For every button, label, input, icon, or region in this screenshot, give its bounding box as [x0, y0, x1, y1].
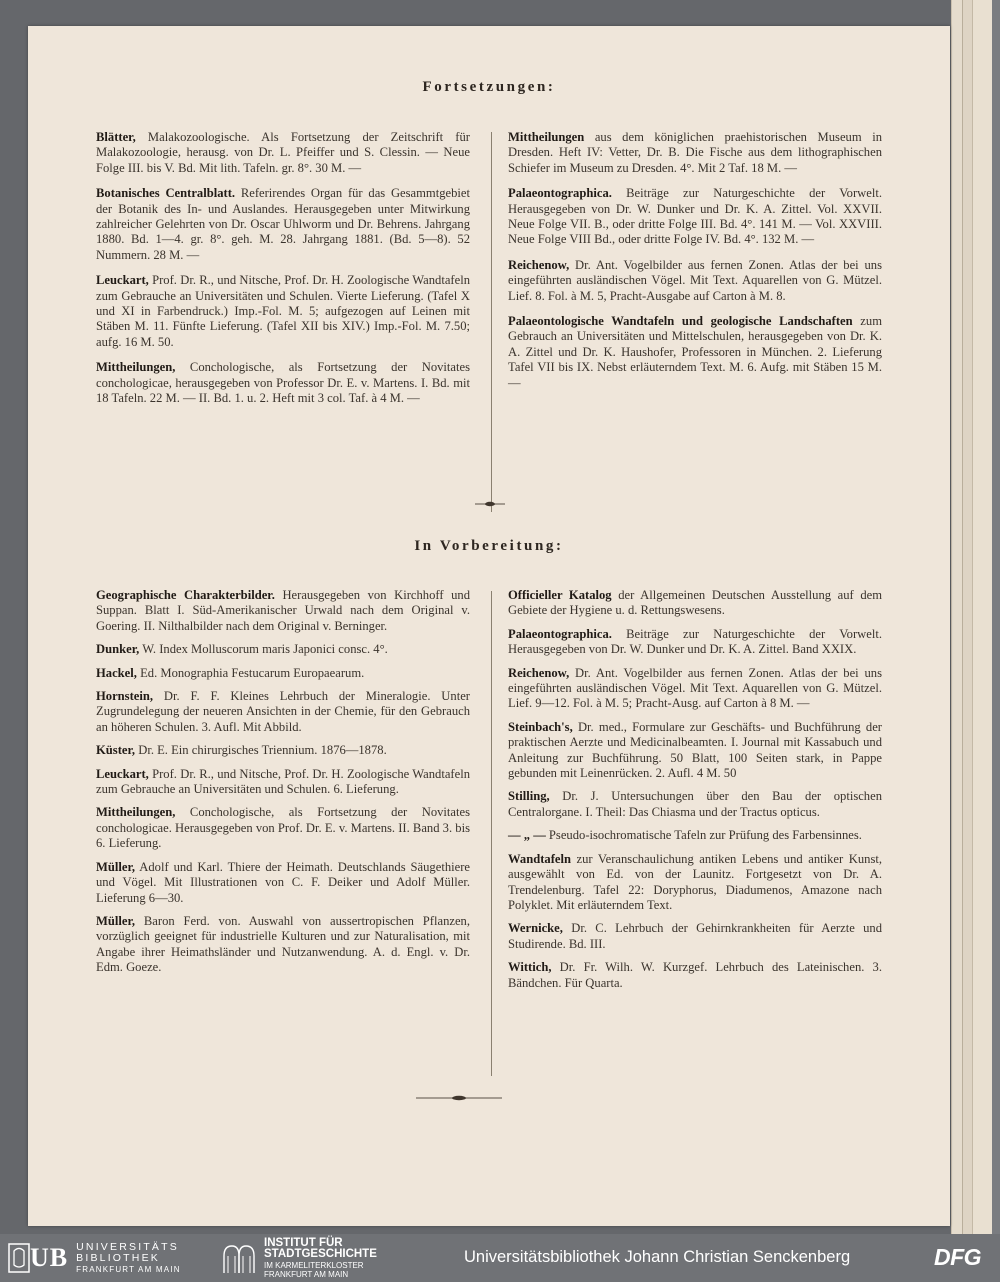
entry-text: Referirendes Organ für das Gesammtgebiet der Botanik des In- und Auslandes. Herausgegeben unter Mitwirkung zahlreicher Gelehrten von Dr. Oscar Uhlworm und Dr. Behrens. Jahrgang 1880. Bd. 1—4. gr. 8°. geh. M. 28. Jahrgang 1881. (Bd. 5—8). 52 Nummern. 28 M. — — [96, 186, 470, 262]
entry-text: Dr. Ant. Vogelbilder aus fernen Zonen. Atlas der bei uns eingeführten ausländischen Vögel. Mit Text. Aquarellen von G. Mützel. Lief. 8. Fol. à M. 5, Pracht-Ausgabe auf Carton à M. 8. — [508, 257, 882, 303]
column-rule — [491, 132, 492, 512]
fortsetzungen-right-column — [508, 130, 882, 391]
entry-heading: Müller, — [96, 913, 136, 928]
isg-line4: FRANKFURT AM MAIN — [264, 1269, 349, 1279]
entry-heading: Dunker, — [96, 642, 140, 657]
catalog-entry — [96, 666, 470, 681]
isg-line2: STADTGESCHICHTE — [264, 1248, 377, 1260]
entry-heading: Wandtafeln — [508, 851, 571, 866]
entry-text: Pseudo-isochromatische Tafeln zur Prüfung des Farbensinnes. — [545, 828, 862, 843]
catalog-entry — [508, 588, 882, 619]
ub-line1: UNIVERSITÄTS — [76, 1240, 179, 1253]
catalog-entry — [96, 860, 470, 906]
entry-heading: Mittheilungen — [508, 130, 585, 144]
entry-heading: Küster, — [96, 743, 136, 758]
entry-text: der Allgemeinen Deutschen Ausstellung auf dem Gebiete der Hygiene u. d. Rettungswesens. — [508, 588, 883, 618]
entry-text: Dr. med., Formulare zur Geschäfts- und Buchführung der praktischen Aerzte und Medicinalbeamten. I. Journal mit Kassabuch und Anleitung zur Buchführung. 50 Blatt, 100 Seiten stark, in Pappe gebunden mit Leinenrücken. 2. Aufl. 4 M. 50 — [508, 719, 882, 781]
entry-text: Dr. C. Lehrbuch der Gehirnkrankheiten für Aerzte und Studirende. Bd. III. — [508, 921, 882, 951]
fortsetzungen-left-column — [96, 130, 470, 407]
vorbereitung-left-column — [96, 588, 470, 976]
catalog-entry — [96, 273, 470, 350]
ub-name — [76, 1242, 181, 1275]
entry-heading: Reichenow, — [508, 257, 570, 272]
entry-heading: Geographische Charakterbilder. — [96, 588, 275, 602]
entry-heading: Palaeontographica. — [508, 186, 612, 201]
catalog-entry — [96, 360, 470, 406]
catalog-entry — [96, 588, 470, 634]
entry-text: Dr. Ant. Vogelbilder aus fernen Zonen. Atlas der bei uns eingeführten ausländischen Vögel. Mit Text. Aquarellen von G. Mützel. Lief. 9—12. Fol. à M. 5; Pracht-Ausg. auf Carton à 8 M. — — [508, 665, 882, 711]
entry-heading: Botanisches Centralblatt. — [96, 186, 236, 201]
entry-text: Malakozoologische. Als Fortsetzung der Zeitschrift für Malakozoologie, herausg. von Dr. L. Pfeiffer und S. Clessin. — Neue Folge III. bis V. Bd. Mit lith. Tafeln. gr. 8°. 30 M. — — [96, 130, 470, 175]
entry-heading: Mittheilungen, — [96, 805, 176, 820]
entry-text: Prof. Dr. R., und Nitsche, Prof. Dr. H. Zoologische Wandtafeln zum Gebrauche an Universitäten und Schulen. 6. Lieferung. — [96, 766, 470, 797]
library-name: Universitätsbibliothek Johann Christian Senckenberg — [464, 1248, 851, 1266]
entry-heading: Hackel, — [96, 665, 137, 680]
catalog-entry — [96, 130, 470, 176]
entry-heading: Wernicke, — [508, 921, 563, 936]
entry-text: Dr. F. F. Kleines Lehrbuch der Mineralogie. Unter Zugrundelegung der neueren Ansichten in der Chemie, für den Gebrauch an höheren Schulen. 3. Aufl. Mit Abbild. — [96, 689, 470, 734]
entry-text: Dr. J. Untersuchungen über den Bau der optischen Centralorgane. I. Theil: Das Chiasma und der Tractus opticus. — [508, 789, 882, 819]
catalog-entry — [508, 666, 882, 712]
ub-emblem-icon — [8, 1243, 30, 1273]
page-edge — [972, 0, 993, 1234]
catalog-entry — [96, 689, 470, 735]
entry-heading: Officieller Katalog — [508, 588, 612, 602]
scan-border — [992, 0, 1000, 1234]
ub-mark: UB — [30, 1243, 69, 1272]
isg-line3: IM KARMELITERKLOSTER — [264, 1260, 364, 1270]
entry-text: Conchologische, als Fortsetzung der Novitates conchologicae, herausgegeben von Professor Dr. E. v. Martens. I. Bd. mit 18 Tafeln. 22 M. — II. Bd. 1. u. 2. Heft mit 3 col. Taf. à 4 M. — — [96, 360, 470, 406]
footer-bar — [0, 1234, 1000, 1282]
section-title-vorbereitung: In Vorbereitung: — [414, 538, 564, 554]
catalog-entry — [96, 914, 470, 976]
catalog-entry — [96, 805, 470, 851]
entry-text: Adolf und Karl. Thiere der Heimath. Deutschlands Säugethiere und Vögel. Mit Illustrationen von C. F. Deiker und Adolf Müller. Lieferung 6—30. — [96, 859, 470, 905]
entry-heading: Wittich, — [508, 960, 552, 975]
entry-heading: — „ — — [508, 828, 546, 843]
ub-line2: BIBLIOTHEK — [76, 1251, 160, 1264]
entry-heading: Stilling, — [508, 789, 550, 804]
document-page — [28, 26, 950, 1226]
entry-text: aus dem königlichen praehistorischen Museum in Dresden. Heft IV: Vetter, Dr. B. Die Fische aus dem lithographischen Schiefer im Museum zu Dresden. 4°. Mit 2 Taf. 18 M. — — [508, 130, 882, 175]
catalog-entry — [508, 314, 882, 391]
vorbereitung-right-column — [508, 588, 882, 991]
isg-line1: INSTITUT FÜR — [264, 1236, 343, 1249]
catalog-entry — [508, 789, 882, 820]
isg-arches-icon — [222, 1242, 256, 1274]
entry-heading: Müller, — [96, 859, 136, 874]
entry-text: Prof. Dr. R., und Nitsche, Prof. Dr. H. Zoologische Wandtafeln zum Gebrauche an Universitäten und Schulen. Vierte Lieferung. (Tafel X und XI in Farbendruck.) Imp.-Fol. M. 5; aufgezogen auf Leinen mit Stäben M. 11. Fünfte Lieferung. (Tafel XII bis XIV.) Imp.-Fol. M. 7.50; aufg. 16 M. 50. — [96, 273, 470, 349]
catalog-entry — [508, 828, 882, 843]
catalog-entry — [96, 743, 470, 758]
entry-text: Dr. E. Ein chirurgisches Triennium. 1876—1878. — [135, 743, 387, 758]
entry-text: Herausgegeben von Kirchhoff und Suppan. Blatt I. Süd-Amerikanischer Urwald nach dem Original v. Goering. II. Nilthalbilder nach dem Original v. Berninger. — [96, 588, 470, 633]
entry-text: Conchologische, als Fortsetzung der Novitates conchologicae. Herausgegeben von Prof. Dr. E. v. Martens. II. Band 3. bis 6. Lieferung. — [96, 805, 470, 851]
entry-text: Dr. Fr. Wilh. W. Kurzgef. Lehrbuch des Lateinischen. 3. Bändchen. Für Quarta. — [508, 960, 882, 990]
entry-text: Beiträge zur Naturgeschichte der Vorwelt. Herausgegeben von Dr. W. Dunker und Dr. K. A. Zittel. Band XXIX. — [508, 626, 882, 657]
catalog-entry — [508, 258, 882, 304]
isg-logo[interactable] — [222, 1236, 377, 1279]
section-title-fortsetzungen: Fortsetzungen: — [422, 79, 556, 95]
catalog-entry — [508, 921, 882, 952]
entry-text: zum Gebrauch an Universitäten und Mittelschulen, herausgegeben von Dr. K. A. Zittel und Dr. K. Haushofer, Professoren in München. 2. Lieferung Tafel VII bis IX. Nebst erläuterndem Text. M. 6. Aufg. mit Stäben 15 M. — — [508, 314, 882, 390]
catalog-entry — [508, 627, 882, 658]
column-rule — [491, 591, 492, 1076]
dfg-logo[interactable]: DFG — [934, 1244, 982, 1270]
catalog-entry — [508, 720, 882, 782]
catalog-entry — [96, 642, 470, 657]
entry-heading: Blätter, — [96, 130, 136, 144]
catalog-entry — [508, 960, 882, 991]
catalog-entry — [96, 186, 470, 263]
ornament-divider — [416, 1094, 502, 1102]
entry-text: Baron Ferd. von. Auswahl von aussertropischen Pflanzen, vorzüglich geeignet für industrielle Kulturen und zur Naturalisation, mit Angabe ihrer Heimathsländer und Nutzanwendung. A. d. Engl. v. Dr. Edm. Goeze. — [96, 913, 470, 975]
entry-heading: Leuckart, — [96, 766, 149, 781]
entry-text: W. Index Molluscorum maris Japonici consc. 4°. — [139, 642, 388, 657]
entry-heading: Hornstein, — [96, 689, 154, 704]
entry-heading: Reichenow, — [508, 665, 570, 680]
ub-line3: FRANKFURT AM MAIN — [76, 1264, 181, 1274]
entry-heading: Leuckart, — [96, 273, 149, 288]
entry-text: Beiträge zur Naturgeschichte der Vorwelt. Herausgegeben von Dr. W. Dunker und Dr. K. A. Zittel. Vol. XXVII. Neue Folge VII. B., oder dritte Folge III. Bd. 4°. 141 M. — Vol. XXVIII. Neue Folge VIII Bd., oder dritte Folge IV. Bd. 4°. 132 M. — — [508, 186, 882, 247]
catalog-entry — [96, 767, 470, 798]
ub-logo[interactable] — [8, 1242, 181, 1274]
entry-text: zur Veranschaulichung antiken Lebens und antiker Kunst, ausgewählt von Ed. von der Launitz. Fortgesetzt von Dr. A. Trendelenburg. Tafel 22: Doryphorus, Diadumenos, Amazone nach Polyklet. Mit erläuterndem Text. — [508, 851, 882, 912]
entry-heading: Palaeontographica. — [508, 626, 612, 641]
entry-heading: Steinbach's, — [508, 719, 573, 734]
catalog-entry — [508, 130, 882, 176]
catalog-entry — [508, 186, 882, 248]
entry-heading: Mittheilungen, — [96, 360, 176, 375]
entry-text: Ed. Monographia Festucarum Europaearum. — [136, 665, 365, 680]
ornament-divider — [475, 500, 505, 508]
entry-heading: Palaeontologische Wandtafeln und geologische Landschaften — [508, 314, 853, 329]
catalog-entry — [508, 852, 882, 914]
isg-name — [264, 1238, 377, 1279]
